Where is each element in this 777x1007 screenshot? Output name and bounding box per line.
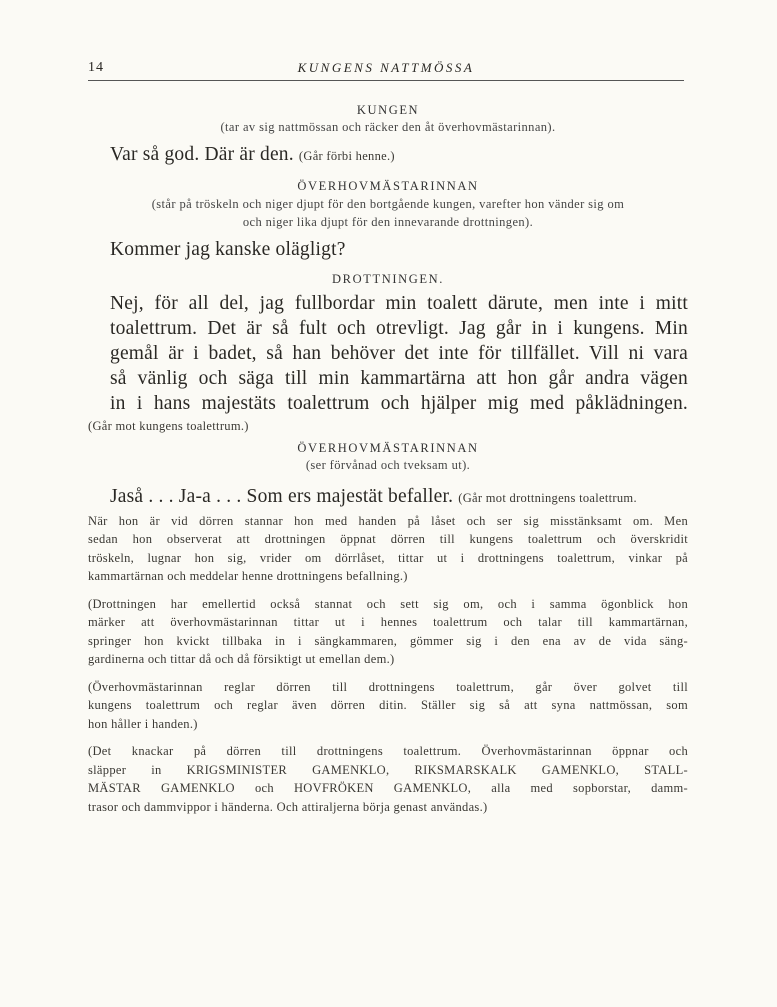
stage-paragraph (88, 678, 688, 734)
stage-line: (Drottningen har emellertid också stannat och sett sig om, och i samma ögonblick hon (88, 596, 688, 611)
dialogue-text: Jaså . . . Ja-a . . . Som ers majestät befaller. (110, 485, 454, 507)
stage-direction: och niger lika djupt för den innevarande drottningen). (242, 215, 534, 229)
stage-line: gardinerna och tittar då och då försiktigt ut emellan dem.) (88, 652, 395, 666)
dialogue-line: Nej, för all del, jag fullbordar min toalett därute, men inte i mitt (110, 293, 688, 314)
dialogue-paragraph (110, 291, 688, 416)
dialogue-line: toalettrum. Det är så fult och otrevligt. Jag går in i kungens. Min (110, 318, 688, 339)
stage-line: märker att överhovmästarinnan tittar ut i hennes toalettrum och talar till kammartärnan, (88, 615, 688, 629)
dialogue-line: så vänlig och säga till min kammartärna att hon går andra vägen (110, 368, 688, 389)
stage-paragraph (88, 742, 688, 816)
page-header (88, 60, 684, 81)
stage-direction: (tar av sig nattmössan och räcker den åt överhovmästarinnan). (220, 120, 556, 134)
running-title: KUNGENS NATTMÖSSA (297, 60, 475, 75)
stage-direction: (Går mot kungens toalettrum.) (88, 419, 249, 433)
page-content (88, 100, 688, 816)
dialogue-text: Var så god. Där är den. (110, 144, 294, 165)
stage-line: kammartärnan och meddelar henne drottningens befallning.) (88, 569, 408, 583)
dialogue-text: Kommer jag kanske olägligt? (110, 239, 346, 260)
stage-line: kungens toalettrum och reglar även dörren ditin. Ställer sig så att syna nattmössan, som (88, 698, 688, 712)
stage-paragraph (88, 512, 688, 586)
inline-stage-direction: (Går mot drottningens toalettrum. (458, 490, 637, 505)
dialogue-line (110, 142, 688, 169)
speaker-name: ÖVERHOVMÄSTARINNAN (297, 440, 479, 455)
inline-stage-direction: (Går förbi henne.) (298, 149, 395, 163)
dialogue-line: in i hans majestäts toalettrum och hjälper mig med påklädningen. (110, 393, 688, 414)
stage-line: släpper in KRIGSMINISTER GAMENKLO, RIKSMARSKALK GAMENKLO, STALL- (88, 762, 688, 777)
stage-line: tröskeln, lugnar hon sig, vrider om dörrlåset, tittar ut i drottningens toalettrum, vinkar på (88, 550, 688, 565)
stage-line: (Det knackar på dörren till drottningens toalettrum. Överhovmästarinnan öppnar och (88, 744, 688, 758)
stage-line: MÄSTAR GAMENKLO och HOVFRÖKEN GAMENKLO, alla med sopborstar, damm- (88, 781, 688, 795)
page-number: 14 (88, 60, 104, 75)
stage-line: springer hon kvickt tillbaka in i sängkammaren, gömmer sig i den ena av de vida säng- (88, 633, 688, 648)
stage-line: sedan hon observerat att drottningen öppnat dörren till kungens toalettrum och överskridit (88, 532, 688, 546)
stage-line: När hon är vid dörren stannar hon med handen på låset och ser sig misstänksamt om. Men (88, 513, 688, 528)
stage-line: (Överhovmästarinnan reglar dörren till drottningens toalettrum, går över golvet till (88, 679, 688, 694)
stage-paragraph (88, 595, 688, 669)
speaker-name: KUNGEN (356, 103, 420, 117)
dialogue-line: gemål är i badet, så han behöver det inte för tillfället. Vill ni vara (110, 343, 688, 364)
stage-direction: (ser förvånad och tveksam ut). (305, 457, 471, 472)
stage-line: trasor och dammvippor i händerna. Och attiraljerna börja genast användas.) (88, 799, 488, 814)
speaker-name: DROTTNINGEN. (332, 272, 444, 286)
stage-line: hon håller i handen.) (88, 716, 198, 731)
speaker-name: ÖVERHOVMÄSTARINNAN (297, 179, 479, 193)
stage-direction: (står på tröskeln och niger djupt för den bortgående kungen, varefter hon vänder sig om (151, 197, 625, 211)
dialogue-line (110, 484, 688, 511)
